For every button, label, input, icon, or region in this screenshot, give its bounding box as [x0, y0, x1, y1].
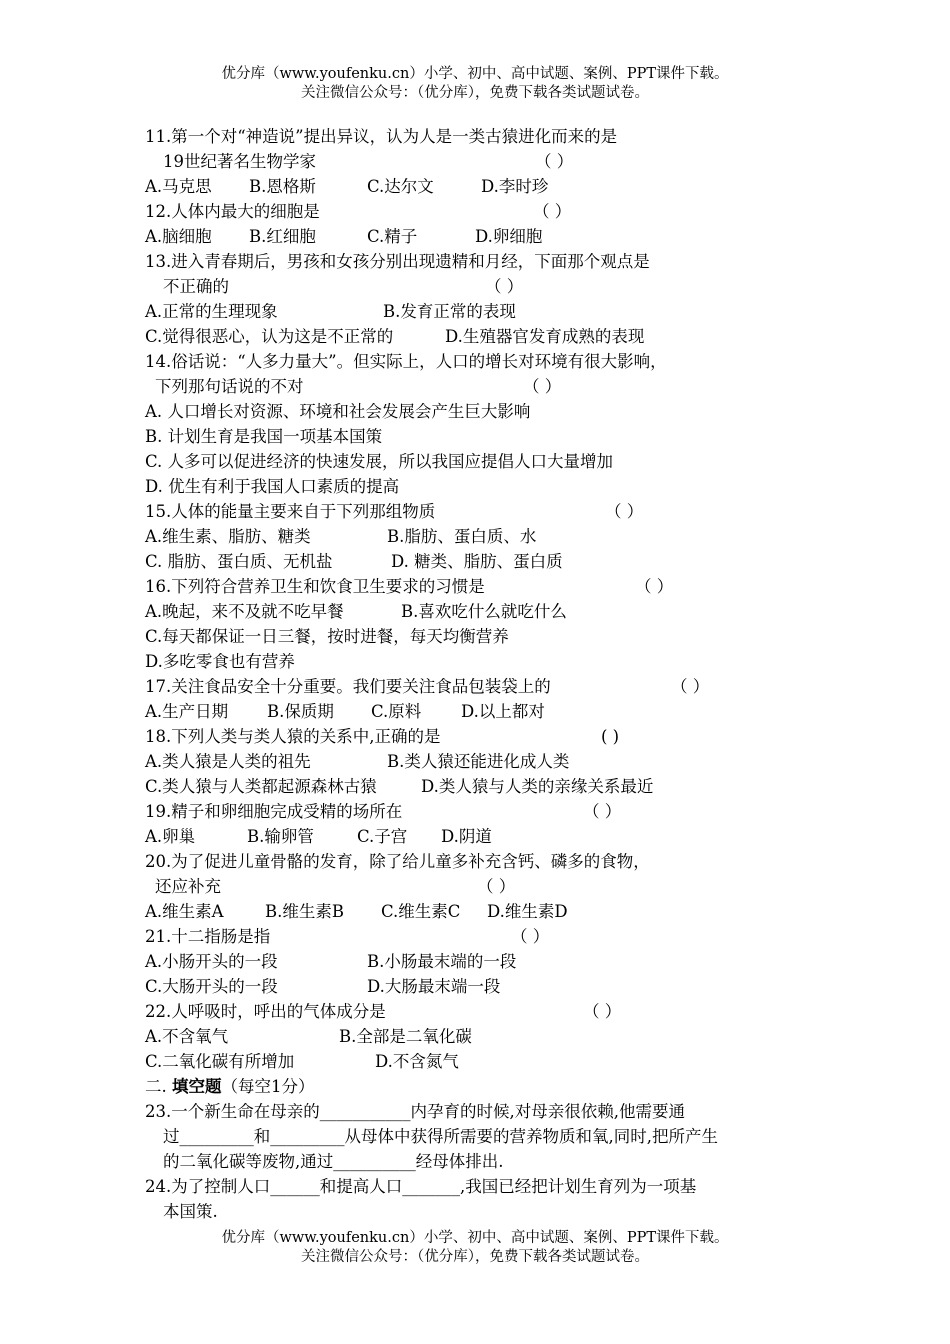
page-header [0, 65, 950, 103]
q16-option-a: A.晚起，来不及就不吃早餐 [145, 602, 344, 621]
q13-stem-line-2: 不正确的 （ ） [145, 274, 845, 299]
q11-option-a: A.马克思 [145, 177, 212, 196]
q12-answer-bracket: （ ） [533, 202, 572, 221]
q21-option-a: A.小肠开头的一段 [145, 952, 278, 971]
q17-option-b: B.保质期 [267, 702, 334, 721]
q21-options-row-1 [145, 949, 845, 974]
q22-stem-line-1: 22.人呼吸时，呼出的气体成分是 （ ） [145, 999, 845, 1024]
q12-stem-line-1: 12.人体内最大的细胞是 （ ） [145, 199, 845, 224]
q14-option-d: D. 优生有利于我国人口素质的提高 [145, 477, 400, 496]
q13-option-a: A.正常的生理现象 [145, 302, 278, 321]
section-2-note: （每空1分） [221, 1077, 315, 1096]
header-line-1: 优分库（www.youfenku.cn）小学、初中、高中试题、案例、PPT课件下载。 [221, 66, 729, 82]
q22-options-row-2 [145, 1049, 845, 1074]
q21-options-row-2 [145, 974, 845, 999]
q22-option-a: A.不含氧气 [145, 1027, 229, 1046]
q15-options-row-2 [145, 549, 845, 574]
footer-line-2: 关注微信公众号：（优分库），免费下载各类试题试卷。 [301, 1249, 649, 1265]
q14-answer-bracket: （ ） [523, 377, 562, 396]
q13-options-row-1 [145, 299, 845, 324]
q22-options-row-1 [145, 1024, 845, 1049]
q15-stem-line-1: 15.人体的能量主要来自于下列那组物质 （ ） [145, 499, 845, 524]
q17-options [145, 699, 845, 724]
q21-option-c: C.大肠开头的一段 [145, 977, 278, 996]
q20-option-c: C.维生素C [381, 902, 461, 921]
q19-option-b: B.输卵管 [247, 827, 314, 846]
q22-option-c: C.二氧化碳有所增加 [145, 1052, 295, 1071]
q18-option-c: C.类人猿与人类都起源森林古猿 [145, 777, 377, 796]
q19-option-d: D.阴道 [441, 827, 492, 846]
q13-option-b: B.发育正常的表现 [383, 302, 516, 321]
q14-option-c: C. 人多可以促进经济的快速发展，所以我国应提倡人口大量增加 [145, 452, 614, 471]
q20-option-b: B.维生素B [265, 902, 344, 921]
q19-option-c: C.子宫 [357, 827, 408, 846]
q11-options [145, 174, 845, 199]
q17-option-d: D.以上都对 [461, 702, 545, 721]
q13-stem-line-1: 13.进入青春期后，男孩和女孩分别出现遗精和月经，下面那个观点是 [145, 252, 650, 271]
q23-line-1: 23.一个新生命在母亲的___________内孕育的时候,对母亲很依赖,他需要通 [145, 1102, 685, 1121]
q11-stem-line-1: 11.第一个对“神造说”提出异议，认为人是一类古猿进化而来的是 [145, 127, 618, 146]
q23-line-2: 过_________和_________从母体中获得所需要的营养物质和氧,同时,把所产生 [163, 1127, 718, 1146]
q24-line-1: 24.为了控制人口______和提高人口_______,我国已经把计划生育列为一项基 [145, 1177, 697, 1196]
q11-option-c: C.达尔文 [367, 177, 434, 196]
q15-option-c: C. 脂肪、蛋白质、无机盐 [145, 552, 333, 571]
section-2-number: 二. [145, 1077, 172, 1096]
q12-option-c: C.精子 [367, 227, 418, 246]
q18-options-row-2 [145, 774, 845, 799]
footer-line-1: 优分库（www.youfenku.cn）小学、初中、高中试题、案例、PPT课件下载。 [221, 1230, 729, 1246]
q13-option-c: C.觉得很恶心，认为这是不正常的 [145, 327, 394, 346]
q15-option-a: A.维生素、脂肪、糖类 [145, 527, 311, 546]
q16-answer-bracket: （ ） [635, 577, 674, 596]
q20-option-a: A.维生素A [145, 902, 224, 921]
q18-options-row-1 [145, 749, 845, 774]
q17-option-a: A.生产日期 [145, 702, 229, 721]
q20-stem-line-1: 20.为了促进儿童骨骼的发育，除了给儿童多补充含钙、磷多的食物， [145, 852, 650, 871]
q12-option-b: B.红细胞 [249, 227, 316, 246]
q14-stem-line-2: 下列那句话说的不对 （ ） [145, 374, 845, 399]
q12-option-d: D.卵细胞 [475, 227, 543, 246]
q15-answer-bracket: （ ） [605, 502, 644, 521]
q21-option-b: B.小肠最末端的一段 [367, 952, 517, 971]
q13-answer-bracket: （ ） [485, 277, 524, 296]
q11-stem-line-2: 19世纪著名生物学家 （ ） [145, 149, 845, 174]
header-line-2: 关注微信公众号：（优分库），免费下载各类试题试卷。 [301, 85, 649, 101]
q20-options [145, 899, 845, 924]
q18-option-d: D.类人猿与人类的亲缘关系最近 [421, 777, 654, 796]
q16-stem-line-1: 16.下列符合营养卫生和饮食卫生要求的习惯是 （ ） [145, 574, 845, 599]
q17-answer-bracket: （ ） [671, 677, 710, 696]
q20-stem-line-2: 还应补充 （ ） [145, 874, 845, 899]
q17-stem-line-1: 17.关注食品安全十分重要。我们要关注食品包装袋上的 （ ） [145, 674, 845, 699]
q14-option-b: B. 计划生育是我国一项基本国策 [145, 427, 383, 446]
q19-options [145, 824, 845, 849]
q24-line-2: 本国策. [163, 1202, 218, 1221]
q22-option-d: D.不含氮气 [375, 1052, 459, 1071]
q23-line-3: 的二氧化碳等废物,通过__________经母体排出. [163, 1152, 504, 1171]
q16-options-row-1 [145, 599, 845, 624]
section-2-title: 填空题 [172, 1077, 222, 1096]
q16-option-c: C.每天都保证一日三餐，按时进餐，每天均衡营养 [145, 627, 509, 646]
page-footer [0, 1229, 950, 1267]
q14-stem-line-1: 14.俗话说：“人多力量大”。但实际上，人口的增长对环境有很大影响， [145, 352, 667, 371]
q18-stem-line-1: 18.下列人类与类人猿的关系中,正确的是 ( ) [145, 724, 845, 749]
q20-option-d: D.维生素D [487, 902, 568, 921]
q11-option-b: B.恩格斯 [249, 177, 316, 196]
q14-option-a: A. 人口增长对资源、环境和社会发展会产生巨大影响 [145, 402, 531, 421]
q18-option-b: B.类人猿还能进化成人类 [387, 752, 570, 771]
exam-content [145, 124, 845, 1224]
q15-option-b: B.脂肪、蛋白质、水 [387, 527, 537, 546]
q12-option-a: A.脑细胞 [145, 227, 212, 246]
q21-stem-line-1: 21.十二指肠是指 （ ） [145, 924, 845, 949]
q15-options-row-1 [145, 524, 845, 549]
q18-answer-bracket: ( ) [601, 727, 620, 746]
q13-option-d: D.生殖器官发育成熟的表现 [445, 327, 645, 346]
q18-option-a: A.类人猿是人类的祖先 [145, 752, 311, 771]
q19-option-a: A.卵巢 [145, 827, 196, 846]
q15-option-d: D. 糖类、脂肪、蛋白质 [391, 552, 563, 571]
q22-answer-bracket: （ ） [583, 1002, 622, 1021]
q13-options-row-2 [145, 324, 845, 349]
q17-option-c: C.原料 [371, 702, 422, 721]
q19-answer-bracket: （ ） [583, 802, 622, 821]
q16-option-b: B.喜欢吃什么就吃什么 [401, 602, 567, 621]
q11-answer-bracket: （ ） [535, 152, 574, 171]
q22-option-b: B.全部是二氧化碳 [339, 1027, 472, 1046]
q21-answer-bracket: （ ） [511, 927, 550, 946]
q12-options [145, 224, 845, 249]
q21-option-d: D.大肠最末端一段 [367, 977, 501, 996]
section-2-heading [145, 1074, 845, 1099]
q19-stem-line-1: 19.精子和卵细胞完成受精的场所在 （ ） [145, 799, 845, 824]
q16-option-d: D.多吃零食也有营养 [145, 652, 295, 671]
q11-option-d: D.李时珍 [481, 177, 549, 196]
q20-answer-bracket: （ ） [477, 877, 516, 896]
